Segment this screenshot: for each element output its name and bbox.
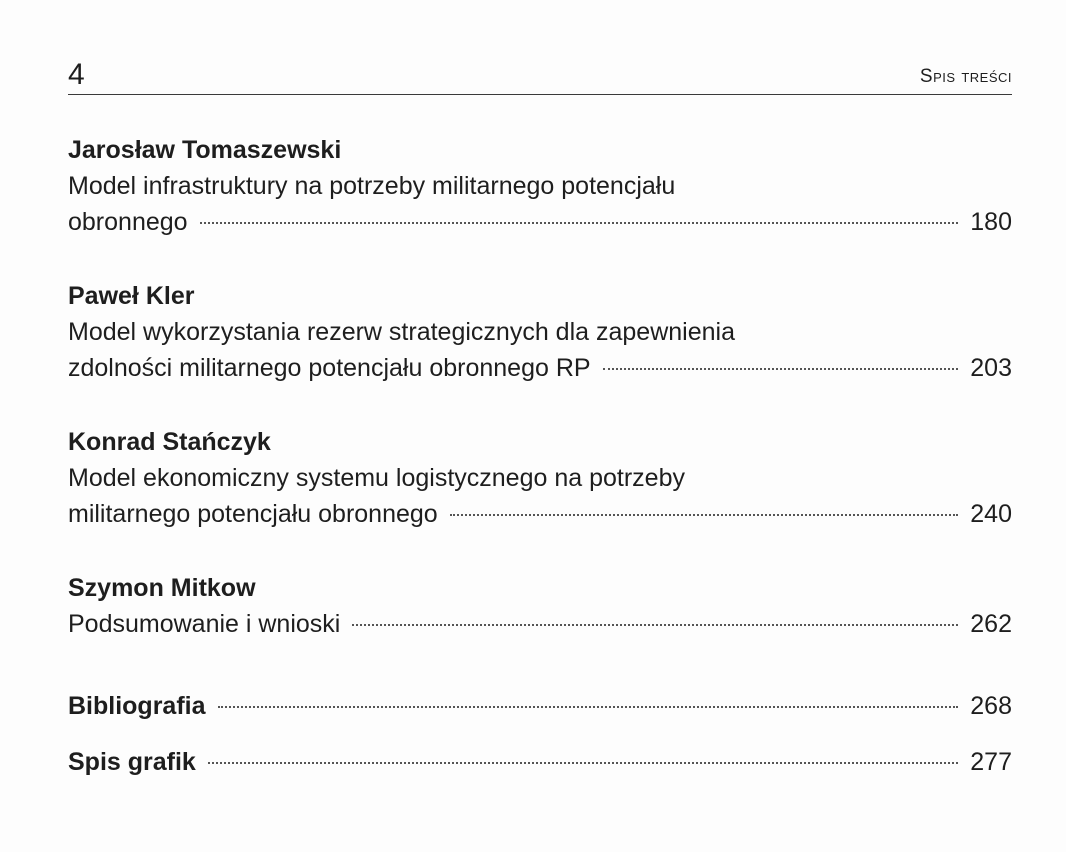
page-header: [68, 58, 1012, 95]
toc-entry: [68, 424, 1012, 532]
dot-leader: [352, 624, 958, 626]
toc-entry-list-of-figures: [68, 744, 1012, 780]
page-number: 4: [68, 58, 85, 91]
entry-title-line-with-page: [68, 350, 1012, 386]
entry-title: Spis grafik: [68, 748, 196, 776]
entry-title-line-with-page: [68, 204, 1012, 240]
entry-title-line: Podsumowanie i wnioski: [68, 610, 341, 638]
dot-leader: [218, 706, 959, 708]
entry-title-line-with-page: [68, 606, 1012, 642]
running-head: Spis treści: [919, 66, 1012, 87]
entry-author: Szymon Mitkow: [68, 574, 256, 602]
entry-page-number: 268: [970, 692, 1012, 720]
dot-leader: [200, 222, 959, 224]
entry-title-line: Model ekonomiczny systemu logistycznego na potrzeby: [68, 464, 685, 492]
entry-title-line: Model infrastruktury na potrzeby militarnego potencjału: [68, 172, 676, 200]
entry-title-line-with-page: [68, 496, 1012, 532]
entry-author: Paweł Kler: [68, 282, 195, 310]
entry-title: Bibliografia: [68, 692, 206, 720]
entry-page-number: 180: [970, 208, 1012, 236]
toc-entry: [68, 278, 1012, 386]
entry-page-number: 240: [970, 500, 1012, 528]
entry-page-number: 203: [970, 354, 1012, 382]
dot-leader: [208, 762, 958, 764]
entry-title-line: Model wykorzystania rezerw strategicznych dla zapewnienia: [68, 318, 735, 346]
entry-page-number: 262: [970, 610, 1012, 638]
entry-title-line: zdolności militarnego potencjału obronnego RP: [68, 354, 591, 382]
entry-title-line: obronnego: [68, 208, 188, 236]
entry-author: Jarosław Tomaszewski: [68, 136, 342, 164]
table-of-contents: [68, 132, 1012, 780]
toc-entry: [68, 570, 1012, 642]
dot-leader: [603, 368, 959, 370]
entry-title-line-with-page: [68, 744, 1012, 780]
entry-title-line-with-page: [68, 688, 1012, 724]
entry-author: Konrad Stańczyk: [68, 428, 271, 456]
dot-leader: [450, 514, 959, 516]
toc-entry: [68, 132, 1012, 240]
entry-title-line: militarnego potencjału obronnego: [68, 500, 438, 528]
entry-page-number: 277: [970, 748, 1012, 776]
toc-entry-bibliography: [68, 688, 1012, 724]
